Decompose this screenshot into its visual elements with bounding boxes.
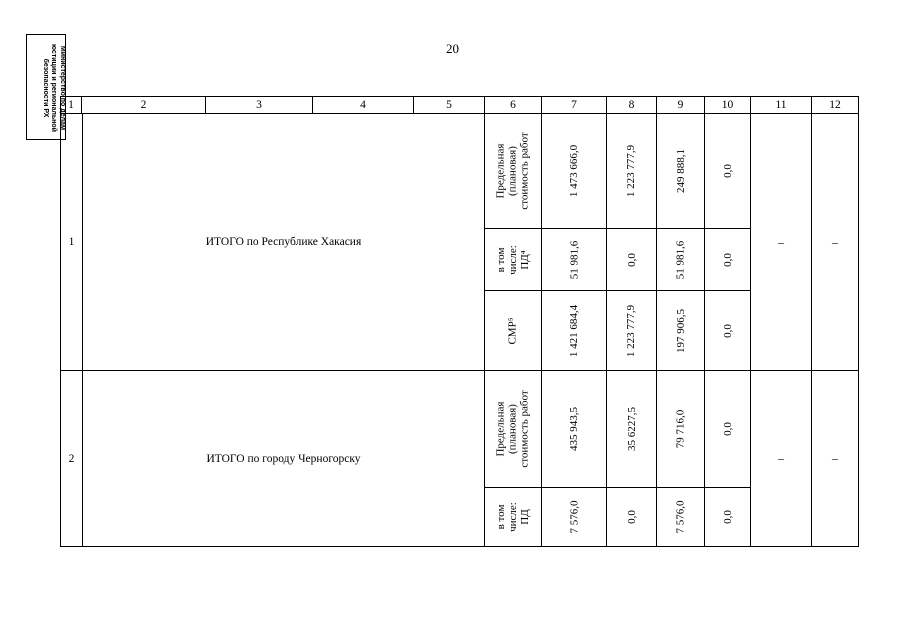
table-cell <box>607 371 656 487</box>
row-label-cell <box>485 114 541 228</box>
table-cell <box>705 371 750 487</box>
cell-value: 197 906,5 <box>674 308 687 353</box>
column-header-11: 11 <box>775 99 787 111</box>
table-cell <box>657 291 704 370</box>
column-header-12: 12 <box>829 99 841 111</box>
row-label-cell <box>485 291 541 370</box>
cell-value: 7 576,0 <box>674 500 687 534</box>
cell-value: 51 981,6 <box>674 240 687 279</box>
row-label-cell <box>485 488 541 546</box>
table-cell <box>542 371 606 487</box>
table-cell <box>607 291 656 370</box>
table-cell: – <box>778 234 784 249</box>
label-line: (плановая) <box>507 404 520 454</box>
cell-value: 0,0 <box>721 510 734 524</box>
column-header-5: 5 <box>446 99 452 111</box>
table-cell <box>607 114 656 228</box>
column-header-1: 1 <box>68 99 74 111</box>
label-line: (плановая) <box>507 146 520 196</box>
row-number: 2 <box>68 452 75 465</box>
table-cell <box>657 114 704 228</box>
row-title: ИТОГО по городу Черногорску <box>206 452 361 465</box>
table-cell <box>657 488 704 546</box>
cell-value: 0,0 <box>721 164 734 178</box>
label-line: стоимость работ <box>519 390 532 468</box>
cell-value: 249 888,1 <box>674 149 687 193</box>
table-cell <box>705 488 750 546</box>
cell-value: 79 716,0 <box>674 409 687 449</box>
stamp-line: безопасности РХ <box>42 58 49 118</box>
table-cell <box>657 229 704 290</box>
label-line: ПД <box>518 509 531 525</box>
label-line: в том <box>494 247 507 272</box>
page-number: 20 <box>446 41 459 56</box>
stamp-line: Министерство по делам <box>59 45 66 131</box>
column-header-10: 10 <box>721 99 734 111</box>
label-planned-cost <box>495 132 531 209</box>
row-label-cell <box>485 229 541 290</box>
column-header-9: 9 <box>677 99 684 111</box>
cell-value: 0,0 <box>721 422 734 436</box>
table-cell: – <box>778 451 784 465</box>
cell-value: 35 6227,5 <box>625 407 638 451</box>
table-cell <box>705 291 750 370</box>
cell-value: 435 943,5 <box>568 407 580 451</box>
table-cell <box>607 229 656 290</box>
label-planned-cost <box>495 390 531 467</box>
table-cell <box>542 229 606 290</box>
label-line: числе: <box>506 502 519 532</box>
table-cell <box>705 229 750 290</box>
cell-value: 51 981,6 <box>568 240 580 279</box>
label-line: числе: <box>506 244 519 275</box>
column-header-3: 3 <box>256 99 262 111</box>
label-line: ПД⁴ <box>518 249 531 270</box>
label-including-pd <box>495 245 531 275</box>
cell-value: 0,0 <box>625 252 638 267</box>
table-cell: – <box>832 234 838 249</box>
row-label-cell <box>485 371 541 487</box>
column-header-2: 2 <box>140 99 147 111</box>
column-header-8: 8 <box>628 99 635 111</box>
cell-value: 0,0 <box>721 252 734 267</box>
label-line: в том <box>494 504 507 530</box>
label-line: Предельная <box>495 143 508 199</box>
cell-value: 1 223 777,9 <box>625 144 638 198</box>
cell-value: 1 223 777,9 <box>625 304 638 357</box>
cell-value: 1 421 684,4 <box>568 304 580 357</box>
label-line: Предельная <box>495 401 508 457</box>
table-cell <box>542 488 606 546</box>
label-line: СМР⁵ <box>506 316 519 345</box>
table-cell <box>607 488 656 546</box>
column-header-6: 6 <box>510 99 516 111</box>
row-number: 1 <box>68 236 75 248</box>
label-including-pd <box>495 502 531 532</box>
row-title: ИТОГО по Республике Хакасия <box>205 236 362 248</box>
label-line: стоимость работ <box>519 132 532 210</box>
cell-value: 7 576,0 <box>568 500 580 534</box>
table-cell <box>542 114 606 228</box>
table-cell: – <box>832 451 838 465</box>
cell-value: 0,0 <box>625 510 638 524</box>
table-cell <box>542 291 606 370</box>
column-header-7: 7 <box>571 99 577 111</box>
table-cell <box>705 114 750 228</box>
label-smr <box>507 317 519 344</box>
stamp-line: юстиции и региональной <box>50 44 58 132</box>
cell-value: 0,0 <box>721 323 734 338</box>
table-cell <box>657 371 704 487</box>
column-header-4: 4 <box>360 99 366 111</box>
cell-value: 1 473 666,0 <box>568 144 580 198</box>
